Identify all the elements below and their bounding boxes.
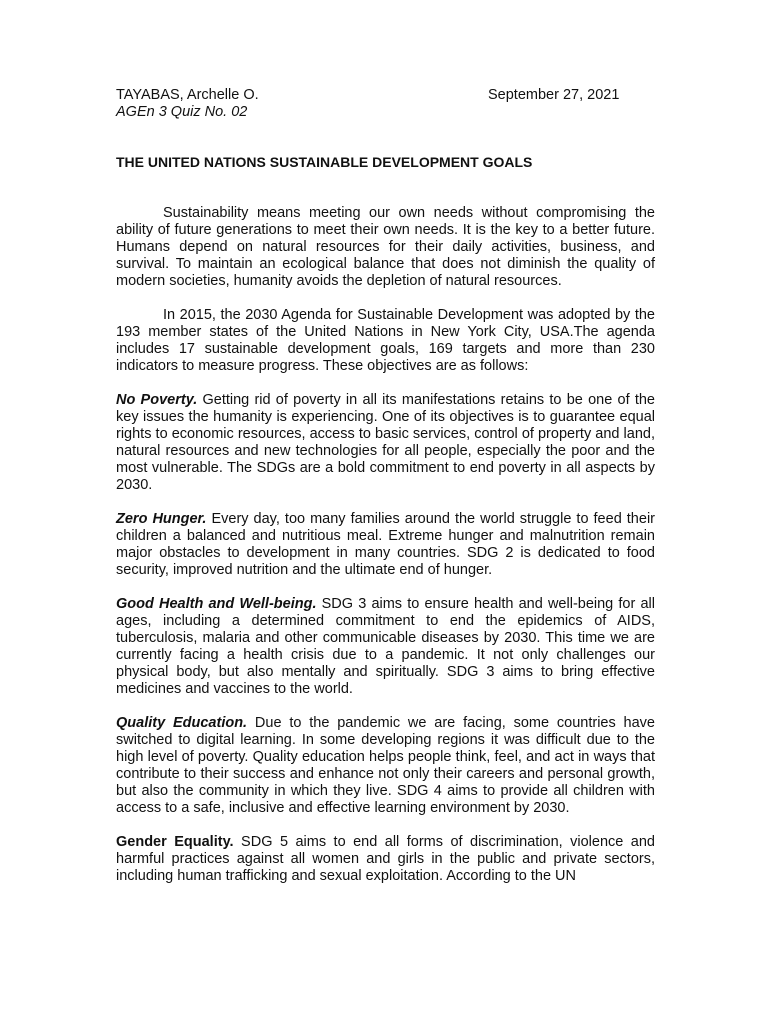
goal-text: SDG 3 aims to ensure health and well-being for all ages, including a determined commitment to end the epidemics of AIDS, tuberculosis, malaria and other communicable diseases by 2030. This time we are currently facing a health crisis due to a pandemic. It not only challenges our physical body, but also mentally and spiritually. SDG 3 aims to bring effective medicines and vaccines to the world. [116,596,655,697]
document-page [116,87,655,885]
goal-term: Zero Hunger. [116,511,207,527]
goal-paragraph-zero-hunger [116,511,655,579]
intro-paragraph-1: Sustainability means meeting our own needs without compromising the ability of future generations to meet their own needs. It is the key to a better future. Humans depend on natural resources for their daily activities, business, and survival. To maintain an ecological balance that does not diminish the quality of modern societies, humanity avoids the depletion of natural resources. [116,205,655,289]
goal-term: No Poverty. [116,392,198,408]
goal-text: Every day, too many families around the world struggle to feed their children a balanced and nutritious meal. Extreme hunger and malnutrition remain major obstacles to development in many countries. SDG 2 is dedicated to food security, improved nutrition and the ultimate end of hunger. [116,511,655,578]
goal-paragraph-quality-education [116,715,655,817]
goal-paragraph-gender-equality [116,834,655,885]
document-date: September 27, 2021 [488,87,620,103]
goal-paragraph-no-poverty [116,392,655,494]
header-row [116,87,655,104]
document-title: THE UNITED NATIONS SUSTAINABLE DEVELOPMENT GOALS [116,154,533,170]
goal-text: SDG 5 aims to end all forms of discrimination, violence and harmful practices against all women and girls in the public and private sectors, including human trafficking and sexual exploitation. According to the UN [116,834,655,884]
goal-text: Due to the pandemic we are facing, some countries have switched to digital learning. In some developing regions it was difficult due to the high level of poverty. Quality education helps people think, feel, and act in ways that contribute to their success and enhance not only their careers and personal growth, but also the community in which they live. SDG 4 aims to provide all children with access to a safe, inclusive and effective learning environment by 2030. [116,715,655,816]
author-name: TAYABAS, Archelle O. [116,87,259,103]
goal-term: Quality Education. [116,715,248,731]
quiz-label: AGEn 3 Quiz No. 02 [116,104,248,120]
intro-paragraph-2: In 2015, the 2030 Agenda for Sustainable Development was adopted by the 193 member states of the United Nations in New York City, USA.The agenda includes 17 sustainable development goals, 169 targets and more than 230 indicators to measure progress. These objectives are as follows: [116,307,655,374]
goal-text: Getting rid of poverty in all its manifestations retains to be one of the key issues the humanity is experiencing. One of its objectives is to guarantee equal rights to economic resources, access to basic services, control of property and land, natural resources and new technologies for all people, especially the poor and the most vulnerable. The SDGs are a bold commitment to end poverty in all aspects by 2030. [116,392,655,493]
goal-paragraph-good-health [116,596,655,698]
goal-term: Gender Equality. [116,834,234,850]
goal-term: Good Health and Well-being. [116,596,317,612]
